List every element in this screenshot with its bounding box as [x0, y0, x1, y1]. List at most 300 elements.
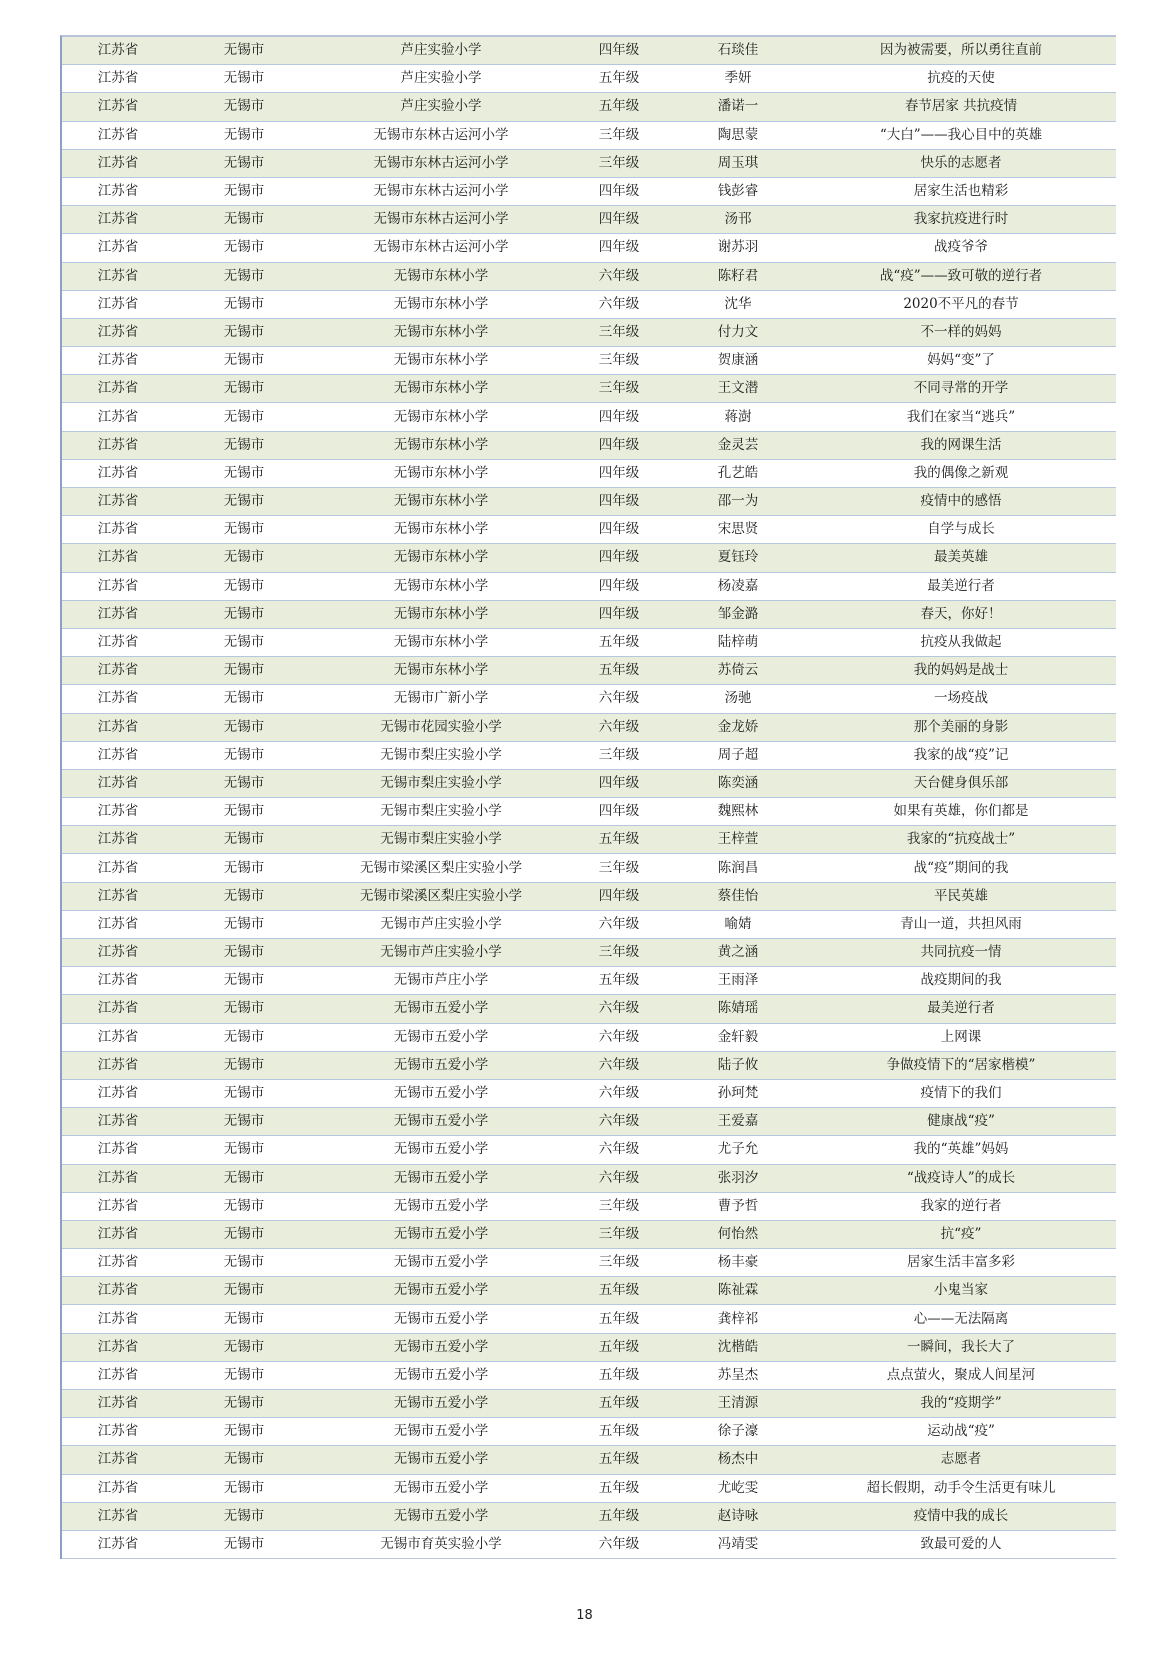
province-cell: 江苏省 [62, 854, 174, 882]
province-cell: 江苏省 [62, 234, 174, 262]
essay-title-cell: 战“疫”——致可敬的逆行者 [806, 262, 1116, 290]
table-row [62, 967, 1116, 995]
student-name-cell: 陆子攸 [670, 1051, 806, 1079]
student-name-cell: 汤驰 [670, 685, 806, 713]
city-cell: 无锡市 [174, 1361, 314, 1389]
school-cell: 无锡市东林小学 [314, 290, 568, 318]
province-cell: 江苏省 [62, 1136, 174, 1164]
student-name-cell: 邹金潞 [670, 600, 806, 628]
grade-cell: 六年级 [568, 1051, 670, 1079]
essay-title-cell: 疫情下的我们 [806, 1079, 1116, 1107]
table-row [62, 206, 1116, 234]
table-row [62, 488, 1116, 516]
school-cell: 无锡市五爱小学 [314, 1361, 568, 1389]
city-cell: 无锡市 [174, 657, 314, 685]
province-cell: 江苏省 [62, 600, 174, 628]
province-cell: 江苏省 [62, 1305, 174, 1333]
city-cell: 无锡市 [174, 713, 314, 741]
essay-title-cell: 我的“英雄”妈妈 [806, 1136, 1116, 1164]
table-row [62, 600, 1116, 628]
school-cell: 无锡市东林小学 [314, 572, 568, 600]
essay-title-cell: 我们在家当“逃兵” [806, 403, 1116, 431]
city-cell: 无锡市 [174, 910, 314, 938]
province-cell: 江苏省 [62, 459, 174, 487]
table-row [62, 1446, 1116, 1474]
province-cell: 江苏省 [62, 1079, 174, 1107]
student-name-cell: 蔡佳怡 [670, 882, 806, 910]
school-cell: 芦庄实验小学 [314, 93, 568, 121]
student-name-cell: 冯靖雯 [670, 1530, 806, 1558]
table-row [62, 149, 1116, 177]
table-row [62, 459, 1116, 487]
city-cell: 无锡市 [174, 600, 314, 628]
school-cell: 无锡市东林小学 [314, 657, 568, 685]
city-cell: 无锡市 [174, 1277, 314, 1305]
table-row [62, 1164, 1116, 1192]
essay-title-cell: 争做疫情下的“居家楷模” [806, 1051, 1116, 1079]
province-cell: 江苏省 [62, 1333, 174, 1361]
city-cell: 无锡市 [174, 177, 314, 205]
school-cell: 无锡市育英实验小学 [314, 1530, 568, 1558]
essay-title-cell: 2020不平凡的春节 [806, 290, 1116, 318]
school-cell: 无锡市芦庄小学 [314, 967, 568, 995]
grade-cell: 四年级 [568, 234, 670, 262]
province-cell: 江苏省 [62, 544, 174, 572]
school-cell: 无锡市东林小学 [314, 600, 568, 628]
essay-title-cell: 战“疫”期间的我 [806, 854, 1116, 882]
student-name-cell: 汤邗 [670, 206, 806, 234]
essay-title-cell: “战疫诗人”的成长 [806, 1164, 1116, 1192]
school-cell: 无锡市五爱小学 [314, 1079, 568, 1107]
essay-title-cell: 我家的“抗疫战士” [806, 826, 1116, 854]
grade-cell: 三年级 [568, 347, 670, 375]
school-cell: 芦庄实验小学 [314, 65, 568, 93]
grade-cell: 四年级 [568, 431, 670, 459]
table-row [62, 1390, 1116, 1418]
essay-title-cell: 我家抗疫进行时 [806, 206, 1116, 234]
province-cell: 江苏省 [62, 149, 174, 177]
city-cell: 无锡市 [174, 882, 314, 910]
school-cell: 无锡市广新小学 [314, 685, 568, 713]
table-row [62, 403, 1116, 431]
province-cell: 江苏省 [62, 1051, 174, 1079]
essay-title-cell: 因为被需要，所以勇往直前 [806, 37, 1116, 65]
table-row [62, 1474, 1116, 1502]
grade-cell: 四年级 [568, 600, 670, 628]
essay-title-cell: 那个美丽的身影 [806, 713, 1116, 741]
student-name-cell: 潘诺一 [670, 93, 806, 121]
school-cell: 无锡市梁溪区梨庄实验小学 [314, 854, 568, 882]
city-cell: 无锡市 [174, 37, 314, 65]
province-cell: 江苏省 [62, 1023, 174, 1051]
city-cell: 无锡市 [174, 685, 314, 713]
essay-title-cell: “大白”——我心目中的英雄 [806, 121, 1116, 149]
student-name-cell: 金轩毅 [670, 1023, 806, 1051]
table-row [62, 685, 1116, 713]
grade-cell: 四年级 [568, 798, 670, 826]
school-cell: 无锡市五爱小学 [314, 1305, 568, 1333]
province-cell: 江苏省 [62, 1418, 174, 1446]
city-cell: 无锡市 [174, 1390, 314, 1418]
student-name-cell: 谢苏羽 [670, 234, 806, 262]
table-row [62, 516, 1116, 544]
city-cell: 无锡市 [174, 431, 314, 459]
school-cell: 无锡市五爱小学 [314, 1249, 568, 1277]
grade-cell: 五年级 [568, 967, 670, 995]
province-cell: 江苏省 [62, 657, 174, 685]
province-cell: 江苏省 [62, 967, 174, 995]
student-name-cell: 尤子允 [670, 1136, 806, 1164]
grade-cell: 四年级 [568, 882, 670, 910]
school-cell: 无锡市五爱小学 [314, 1051, 568, 1079]
essay-title-cell: 上网课 [806, 1023, 1116, 1051]
city-cell: 无锡市 [174, 741, 314, 769]
student-name-cell: 钱彭睿 [670, 177, 806, 205]
province-cell: 江苏省 [62, 798, 174, 826]
grade-cell: 六年级 [568, 262, 670, 290]
city-cell: 无锡市 [174, 1474, 314, 1502]
grade-cell: 六年级 [568, 1136, 670, 1164]
table-row [62, 1136, 1116, 1164]
grade-cell: 六年级 [568, 1164, 670, 1192]
student-name-cell: 孙珂梵 [670, 1079, 806, 1107]
essay-title-cell: 居家生活丰富多彩 [806, 1249, 1116, 1277]
student-name-cell: 陈祉霖 [670, 1277, 806, 1305]
city-cell: 无锡市 [174, 1164, 314, 1192]
province-cell: 江苏省 [62, 177, 174, 205]
table-row [62, 318, 1116, 346]
school-cell: 无锡市东林小学 [314, 318, 568, 346]
city-cell: 无锡市 [174, 572, 314, 600]
city-cell: 无锡市 [174, 769, 314, 797]
province-cell: 江苏省 [62, 403, 174, 431]
grade-cell: 五年级 [568, 1361, 670, 1389]
city-cell: 无锡市 [174, 1051, 314, 1079]
school-cell: 无锡市东林古运河小学 [314, 121, 568, 149]
student-name-cell: 苏呈杰 [670, 1361, 806, 1389]
student-name-cell: 沈楷皓 [670, 1333, 806, 1361]
city-cell: 无锡市 [174, 347, 314, 375]
essay-title-cell: 我的“疫期学” [806, 1390, 1116, 1418]
student-name-cell: 陈婧瑶 [670, 995, 806, 1023]
table-body [62, 37, 1116, 1559]
school-cell: 无锡市芦庄实验小学 [314, 910, 568, 938]
table-row [62, 37, 1116, 65]
province-cell: 江苏省 [62, 1361, 174, 1389]
grade-cell: 五年级 [568, 628, 670, 656]
province-cell: 江苏省 [62, 206, 174, 234]
city-cell: 无锡市 [174, 459, 314, 487]
table-row [62, 939, 1116, 967]
essay-title-cell: 春天，你好！ [806, 600, 1116, 628]
grade-cell: 四年级 [568, 544, 670, 572]
essay-title-cell: 不一样的妈妈 [806, 318, 1116, 346]
essay-title-cell: 共同抗疫一情 [806, 939, 1116, 967]
school-cell: 无锡市梨庄实验小学 [314, 741, 568, 769]
grade-cell: 四年级 [568, 177, 670, 205]
essay-title-cell: 我家的逆行者 [806, 1192, 1116, 1220]
grade-cell: 四年级 [568, 769, 670, 797]
essay-title-cell: 疫情中的感悟 [806, 488, 1116, 516]
student-name-cell: 陆梓萌 [670, 628, 806, 656]
essay-title-cell: 点点萤火，聚成人间星河 [806, 1361, 1116, 1389]
table-row [62, 572, 1116, 600]
city-cell: 无锡市 [174, 1446, 314, 1474]
school-cell: 无锡市五爱小学 [314, 1277, 568, 1305]
grade-cell: 五年级 [568, 826, 670, 854]
table-row [62, 713, 1116, 741]
table-row [62, 1502, 1116, 1530]
grade-cell: 六年级 [568, 713, 670, 741]
student-name-cell: 周玉琪 [670, 149, 806, 177]
student-name-cell: 苏倚云 [670, 657, 806, 685]
student-name-cell: 张羽汐 [670, 1164, 806, 1192]
table-row [62, 1305, 1116, 1333]
table-row [62, 1051, 1116, 1079]
province-cell: 江苏省 [62, 1390, 174, 1418]
province-cell: 江苏省 [62, 37, 174, 65]
student-name-cell: 金灵芸 [670, 431, 806, 459]
essay-title-cell: 最美逆行者 [806, 995, 1116, 1023]
school-cell: 无锡市东林小学 [314, 347, 568, 375]
school-cell: 无锡市东林小学 [314, 375, 568, 403]
city-cell: 无锡市 [174, 826, 314, 854]
essay-title-cell: 春节居家 共抗疫情 [806, 93, 1116, 121]
essay-title-cell: 青山一道，共担风雨 [806, 910, 1116, 938]
table-row [62, 769, 1116, 797]
table-row [62, 544, 1116, 572]
school-cell: 无锡市东林小学 [314, 431, 568, 459]
school-cell: 无锡市东林小学 [314, 628, 568, 656]
table-row [62, 1418, 1116, 1446]
province-cell: 江苏省 [62, 1249, 174, 1277]
city-cell: 无锡市 [174, 1220, 314, 1248]
table-row [62, 741, 1116, 769]
grade-cell: 六年级 [568, 995, 670, 1023]
essay-title-cell: 健康战“疫” [806, 1108, 1116, 1136]
essay-title-cell: 志愿者 [806, 1446, 1116, 1474]
city-cell: 无锡市 [174, 1502, 314, 1530]
table-row [62, 1192, 1116, 1220]
school-cell: 无锡市梨庄实验小学 [314, 769, 568, 797]
grade-cell: 六年级 [568, 1079, 670, 1107]
essay-title-cell: 最美逆行者 [806, 572, 1116, 600]
student-name-cell: 邵一为 [670, 488, 806, 516]
essay-title-cell: 平民英雄 [806, 882, 1116, 910]
table-row [62, 910, 1116, 938]
grade-cell: 四年级 [568, 37, 670, 65]
grade-cell: 三年级 [568, 121, 670, 149]
student-name-cell: 杨杰中 [670, 1446, 806, 1474]
province-cell: 江苏省 [62, 318, 174, 346]
school-cell: 无锡市五爱小学 [314, 995, 568, 1023]
student-name-cell: 赵诗咏 [670, 1502, 806, 1530]
student-name-cell: 蒋澍 [670, 403, 806, 431]
student-name-cell: 杨丰豪 [670, 1249, 806, 1277]
grade-cell: 六年级 [568, 910, 670, 938]
grade-cell: 五年级 [568, 657, 670, 685]
school-cell: 芦庄实验小学 [314, 37, 568, 65]
grade-cell: 三年级 [568, 1220, 670, 1248]
province-cell: 江苏省 [62, 1446, 174, 1474]
student-name-cell: 黄之涵 [670, 939, 806, 967]
city-cell: 无锡市 [174, 939, 314, 967]
table-row [62, 1277, 1116, 1305]
essay-title-cell: 抗“疫” [806, 1220, 1116, 1248]
student-name-cell: 龚梓祁 [670, 1305, 806, 1333]
student-name-cell: 季妍 [670, 65, 806, 93]
province-cell: 江苏省 [62, 628, 174, 656]
grade-cell: 五年级 [568, 1390, 670, 1418]
table-row [62, 657, 1116, 685]
student-name-cell: 曹予哲 [670, 1192, 806, 1220]
essay-title-cell: 运动战“疫” [806, 1418, 1116, 1446]
award-list-table [62, 37, 1116, 1559]
province-cell: 江苏省 [62, 121, 174, 149]
grade-cell: 三年级 [568, 318, 670, 346]
school-cell: 无锡市五爱小学 [314, 1023, 568, 1051]
province-cell: 江苏省 [62, 572, 174, 600]
grade-cell: 五年级 [568, 1446, 670, 1474]
table-row [62, 234, 1116, 262]
student-name-cell: 杨凌嘉 [670, 572, 806, 600]
student-name-cell: 石琰佳 [670, 37, 806, 65]
school-cell: 无锡市芦庄实验小学 [314, 939, 568, 967]
student-name-cell: 何怡然 [670, 1220, 806, 1248]
student-name-cell: 王梓萱 [670, 826, 806, 854]
student-name-cell: 宋思贤 [670, 516, 806, 544]
essay-title-cell: 致最可爱的人 [806, 1530, 1116, 1558]
province-cell: 江苏省 [62, 882, 174, 910]
school-cell: 无锡市五爱小学 [314, 1446, 568, 1474]
province-cell: 江苏省 [62, 431, 174, 459]
grade-cell: 五年级 [568, 1418, 670, 1446]
city-cell: 无锡市 [174, 854, 314, 882]
province-cell: 江苏省 [62, 939, 174, 967]
grade-cell: 六年级 [568, 1023, 670, 1051]
student-name-cell: 孔艺皓 [670, 459, 806, 487]
table-row [62, 347, 1116, 375]
essay-title-cell: 抗疫从我做起 [806, 628, 1116, 656]
table-row [62, 1333, 1116, 1361]
table-row [62, 1220, 1116, 1248]
table-row [62, 854, 1116, 882]
school-cell: 无锡市五爱小学 [314, 1502, 568, 1530]
province-cell: 江苏省 [62, 1502, 174, 1530]
city-cell: 无锡市 [174, 1418, 314, 1446]
table-row [62, 375, 1116, 403]
table-row [62, 121, 1116, 149]
essay-title-cell: 超长假期，动手令生活更有味儿 [806, 1474, 1116, 1502]
table-row [62, 1530, 1116, 1558]
essay-title-cell: 我家的战“疫”记 [806, 741, 1116, 769]
grade-cell: 四年级 [568, 488, 670, 516]
essay-title-cell: 我的偶像之新观 [806, 459, 1116, 487]
grade-cell: 三年级 [568, 1249, 670, 1277]
essay-title-cell: 战疫爷爷 [806, 234, 1116, 262]
city-cell: 无锡市 [174, 1305, 314, 1333]
city-cell: 无锡市 [174, 403, 314, 431]
student-name-cell: 陶思蒙 [670, 121, 806, 149]
award-list-table-container [60, 35, 1116, 1559]
city-cell: 无锡市 [174, 318, 314, 346]
school-cell: 无锡市东林小学 [314, 403, 568, 431]
city-cell: 无锡市 [174, 121, 314, 149]
grade-cell: 四年级 [568, 459, 670, 487]
province-cell: 江苏省 [62, 769, 174, 797]
student-name-cell: 周子超 [670, 741, 806, 769]
school-cell: 无锡市东林古运河小学 [314, 149, 568, 177]
essay-title-cell: 小鬼当家 [806, 1277, 1116, 1305]
province-cell: 江苏省 [62, 1277, 174, 1305]
student-name-cell: 陈润昌 [670, 854, 806, 882]
city-cell: 无锡市 [174, 967, 314, 995]
grade-cell: 四年级 [568, 572, 670, 600]
city-cell: 无锡市 [174, 1023, 314, 1051]
grade-cell: 三年级 [568, 1192, 670, 1220]
table-row [62, 65, 1116, 93]
province-cell: 江苏省 [62, 1474, 174, 1502]
essay-title-cell: 一场疫战 [806, 685, 1116, 713]
province-cell: 江苏省 [62, 1192, 174, 1220]
school-cell: 无锡市东林古运河小学 [314, 234, 568, 262]
city-cell: 无锡市 [174, 516, 314, 544]
province-cell: 江苏省 [62, 290, 174, 318]
school-cell: 无锡市东林小学 [314, 262, 568, 290]
province-cell: 江苏省 [62, 1530, 174, 1558]
essay-title-cell: 疫情中我的成长 [806, 1502, 1116, 1530]
school-cell: 无锡市五爱小学 [314, 1474, 568, 1502]
student-name-cell: 喻婧 [670, 910, 806, 938]
student-name-cell: 王雨泽 [670, 967, 806, 995]
grade-cell: 六年级 [568, 1530, 670, 1558]
school-cell: 无锡市五爱小学 [314, 1164, 568, 1192]
school-cell: 无锡市梁溪区梨庄实验小学 [314, 882, 568, 910]
table-row [62, 1108, 1116, 1136]
student-name-cell: 夏钰玲 [670, 544, 806, 572]
table-row [62, 177, 1116, 205]
province-cell: 江苏省 [62, 826, 174, 854]
city-cell: 无锡市 [174, 1192, 314, 1220]
province-cell: 江苏省 [62, 1108, 174, 1136]
school-cell: 无锡市花园实验小学 [314, 713, 568, 741]
student-name-cell: 尤屹雯 [670, 1474, 806, 1502]
essay-title-cell: 心——无法隔离 [806, 1305, 1116, 1333]
school-cell: 无锡市五爱小学 [314, 1220, 568, 1248]
city-cell: 无锡市 [174, 995, 314, 1023]
table-row [62, 1249, 1116, 1277]
grade-cell: 六年级 [568, 290, 670, 318]
table-row [62, 1361, 1116, 1389]
grade-cell: 三年级 [568, 375, 670, 403]
city-cell: 无锡市 [174, 488, 314, 516]
table-row [62, 826, 1116, 854]
city-cell: 无锡市 [174, 206, 314, 234]
student-name-cell: 王文潜 [670, 375, 806, 403]
city-cell: 无锡市 [174, 375, 314, 403]
student-name-cell: 陈奕涵 [670, 769, 806, 797]
school-cell: 无锡市五爱小学 [314, 1136, 568, 1164]
table-row [62, 882, 1116, 910]
table-row [62, 431, 1116, 459]
city-cell: 无锡市 [174, 1136, 314, 1164]
essay-title-cell: 我的妈妈是战士 [806, 657, 1116, 685]
grade-cell: 四年级 [568, 206, 670, 234]
city-cell: 无锡市 [174, 1108, 314, 1136]
province-cell: 江苏省 [62, 375, 174, 403]
student-name-cell: 金龙娇 [670, 713, 806, 741]
table-row [62, 262, 1116, 290]
